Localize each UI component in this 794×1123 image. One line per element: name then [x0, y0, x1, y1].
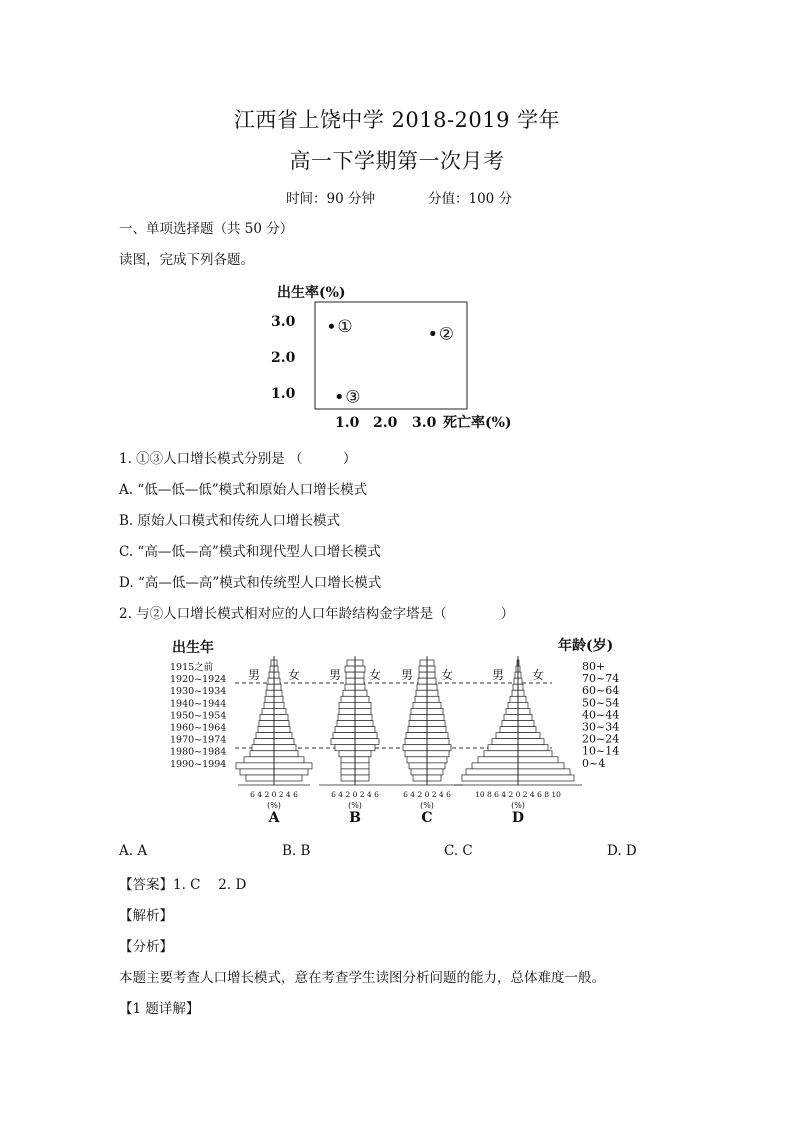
- pyramid-bar-male: [492, 739, 518, 745]
- male-label: 男: [248, 668, 261, 682]
- pyramid-bar-female: [274, 763, 312, 769]
- age-label: 50~54: [582, 696, 620, 710]
- birth-year-label: 1950~1954: [170, 710, 227, 722]
- q1-option-a[interactable]: A. “低—低—低”模式和原始人口增长模式: [119, 482, 368, 498]
- pyramid-bar-male: [419, 666, 427, 672]
- pyramid-bar-male: [331, 739, 355, 745]
- pyramid-bar-male: [270, 666, 274, 672]
- pyramid-bar-female: [427, 702, 441, 708]
- birth-year-label: 1980~1984: [170, 746, 227, 758]
- pyramid-bar-male: [407, 757, 427, 763]
- pyramid-bar-female: [518, 678, 522, 684]
- male-label: 男: [401, 668, 414, 682]
- pyramid-bar-male: [420, 660, 427, 666]
- x-tick-label: 2.0: [373, 415, 398, 431]
- pyramid-bar-male: [409, 763, 427, 769]
- fenxi-label: 【分析】: [119, 939, 173, 955]
- pyramid-bar-male: [466, 769, 518, 775]
- point-label: ①: [337, 317, 353, 338]
- pyramid-bar-male: [478, 757, 518, 763]
- pyramid-bar-female: [427, 696, 439, 702]
- pyramid-bar-male: [341, 769, 355, 775]
- age-label: 0~4: [582, 756, 606, 770]
- pyramid-bar-female: [274, 690, 282, 696]
- pyramid-bar-female: [427, 727, 446, 733]
- pyramid-axis-ticks: 6 4 2 0 2 4 6: [403, 790, 451, 799]
- pyramid-bar-female: [427, 660, 434, 666]
- pyramid-bar-female: [427, 733, 448, 739]
- pyramid-bar-female: [427, 769, 443, 775]
- pyramid-bar-male: [341, 696, 355, 702]
- pyramid-bar-female: [274, 733, 292, 739]
- pyramid-bar-male: [413, 775, 427, 781]
- pyramid-bar-male: [339, 702, 355, 708]
- birth-year-title: 出生年: [172, 640, 214, 656]
- scatter-point: [337, 394, 342, 399]
- pyramid-bar-male: [345, 684, 355, 690]
- point-label: ③: [345, 387, 361, 408]
- pyramid-bar-female: [274, 739, 294, 745]
- pyramid-bar-male: [341, 757, 355, 763]
- pyramid-panel-label: C: [421, 810, 433, 826]
- pyramid-bar-female: [355, 769, 369, 775]
- pyramid-unit: (%): [348, 801, 362, 810]
- age-label: 20~24: [582, 732, 620, 746]
- pyramid-bar-female: [355, 666, 365, 672]
- pyramid-bar-male: [337, 721, 355, 727]
- pyramid-bar-female: [274, 708, 286, 714]
- pyramid-bar-male: [508, 702, 518, 708]
- pyramid-bar-female: [427, 684, 437, 690]
- pyramid-bar-female: [518, 727, 536, 733]
- pyramid-bar-male: [500, 727, 518, 733]
- pyramid-bar-female: [274, 678, 280, 684]
- pyramid-bar-male: [333, 733, 355, 739]
- pyramid-bar-male: [419, 672, 427, 678]
- pyramid-bar-female: [427, 739, 449, 745]
- scatter-point: [329, 324, 334, 329]
- pyramid-bar-male: [472, 763, 518, 769]
- pyramid-bar-female: [355, 745, 375, 751]
- point-label: ②: [438, 324, 455, 345]
- pyramid-bar-male: [417, 684, 427, 690]
- pyramid-bar-female: [274, 727, 290, 733]
- pyramid-bar-female: [355, 733, 377, 739]
- pyramid-bar-female: [355, 757, 369, 763]
- pyramid-bar-female: [274, 769, 308, 775]
- pyramid-bar-female: [355, 702, 371, 708]
- pyramid-bar-female: [518, 684, 523, 690]
- birth-year-label: 1915之前: [170, 662, 214, 673]
- male-label: 男: [329, 668, 342, 682]
- pyramid-bar-male: [264, 702, 274, 708]
- pyramid-bar-female: [427, 678, 436, 684]
- pyramid-bar-male: [513, 684, 518, 690]
- pyramid-bar-male: [403, 745, 427, 751]
- pyramid-bar-male: [244, 757, 274, 763]
- pyramid-bar-female: [274, 696, 283, 702]
- pyramid-bar-male: [411, 769, 427, 775]
- pyramid-bar-female: [274, 751, 298, 757]
- pyramid-bar-female: [427, 757, 447, 763]
- pyramid-bar-female: [274, 672, 279, 678]
- pyramid-bar-male: [236, 763, 274, 769]
- pyramid-bar-female: [518, 708, 530, 714]
- pyramid-bar-female: [518, 702, 528, 708]
- pyramid-bar-female: [274, 745, 296, 751]
- pyramid-bar-male: [262, 708, 274, 714]
- pyramid-unit: (%): [420, 801, 434, 810]
- pyramid-axis-ticks: 6 4 2 0 2 4 6: [331, 790, 379, 799]
- pyramid-bar-male: [269, 672, 274, 678]
- pyramid-bar-female: [355, 672, 364, 678]
- pyramid-bar-female: [427, 708, 443, 714]
- pyramid-bar-male: [346, 678, 355, 684]
- pyramid-bar-male: [341, 763, 355, 769]
- birth-year-label: 1930~1934: [170, 686, 227, 698]
- pyramid-bar-male: [341, 775, 355, 781]
- pyramid-bar-female: [518, 757, 558, 763]
- q1-stem: 1. ①③人口增长模式分别是 （ ）: [119, 451, 357, 467]
- scatter-chart: [265, 278, 535, 438]
- pyramid-bar-male: [246, 775, 274, 781]
- exam-time: 时间：90 分钟: [286, 191, 375, 207]
- x-tick-label: 1.0: [335, 415, 360, 431]
- pyramid-bar-male: [416, 690, 427, 696]
- y-tick-label: 1.0: [271, 386, 296, 402]
- pyramid-bar-female: [427, 745, 451, 751]
- birth-year-label: 1970~1974: [170, 734, 227, 746]
- pyramid-bar-male: [335, 745, 355, 751]
- pyramid-bar-male: [256, 733, 274, 739]
- birth-year-label: 1990~1994: [170, 758, 227, 770]
- female-label: 女: [288, 668, 301, 682]
- pyramid-bar-female: [274, 666, 278, 672]
- pyramid-bar-female: [355, 690, 367, 696]
- section-heading: 一、单项选择题（共 50 分）: [119, 221, 294, 237]
- pyramid-bar-female: [274, 775, 302, 781]
- q2-option-b[interactable]: B. B: [282, 843, 311, 859]
- pyramid-bar-male: [506, 708, 518, 714]
- pyramid-bar-female: [274, 684, 281, 690]
- female-label: 女: [441, 668, 454, 682]
- pyramid-bar-female: [355, 721, 373, 727]
- title-line-2: 高一下学期第一次月考: [289, 149, 505, 173]
- pyramid-bar-female: [355, 696, 369, 702]
- age-label: 10~14: [582, 744, 620, 758]
- pyramid-bar-male: [512, 690, 518, 696]
- pyramid-bar-female: [427, 672, 435, 678]
- y-tick-label: 2.0: [271, 350, 296, 366]
- female-label: 女: [532, 668, 545, 682]
- pyramid-bar-female: [518, 696, 526, 702]
- pyramid-bar-female: [427, 714, 444, 720]
- pyramid-bar-male: [418, 678, 427, 684]
- pyramid-bar-male: [258, 727, 274, 733]
- scatter-point: [430, 331, 435, 336]
- age-label: 80+: [582, 660, 606, 673]
- pyramid-bar-male: [347, 660, 355, 666]
- pyramid-bar-female: [274, 702, 284, 708]
- pyramid-bar-male: [345, 666, 355, 672]
- pyramid-bar-male: [346, 672, 355, 678]
- pyramid-bar-male: [514, 678, 518, 684]
- age-label: 60~64: [582, 684, 620, 698]
- birth-year-label: 1920~1924: [170, 674, 227, 686]
- pyramid-bar-female: [355, 727, 375, 733]
- pyramid-bar-female: [355, 660, 363, 666]
- pyramid-bar-male: [406, 733, 427, 739]
- pyramid-bar-male: [502, 721, 518, 727]
- title-line-1: 江西省上饶中学 2018-2019 学年: [233, 108, 561, 132]
- pyramid-bar-female: [518, 745, 548, 751]
- pyramid-bar-male: [266, 690, 274, 696]
- pyramid-bar-female: [274, 721, 289, 727]
- answer-line: 【答案】1. C 2. D: [119, 877, 247, 893]
- chart-xlabel: 死亡率(%): [443, 415, 512, 431]
- pyramid-bar-female: [355, 714, 372, 720]
- pyramid-unit: (%): [267, 801, 281, 810]
- pyramid-bar-male: [405, 739, 427, 745]
- pyramid-bar-female: [518, 721, 534, 727]
- age-label: 40~44: [582, 708, 620, 722]
- pyramid-bar-male: [484, 751, 518, 757]
- pyramid-bar-male: [411, 708, 427, 714]
- pyramid-bar-male: [488, 745, 518, 751]
- q2-option-c[interactable]: C. C: [444, 843, 473, 859]
- female-label: 女: [369, 668, 382, 682]
- q2-option-a[interactable]: A. A: [119, 843, 148, 859]
- pyramid-bar-female: [355, 775, 369, 781]
- birth-year-label: 1960~1964: [170, 722, 227, 734]
- pyramid-unit: (%): [511, 801, 525, 810]
- pyramid-panel-label: B: [349, 810, 361, 826]
- pyramid-bar-male: [462, 775, 518, 781]
- pyramid-bar-male: [252, 745, 274, 751]
- pyramid-bar-female: [518, 775, 574, 781]
- exam-score: 分值：100 分: [428, 191, 513, 207]
- pyramid-bar-male: [405, 751, 427, 757]
- pyramid-bar-male: [335, 727, 355, 733]
- q2-stem: 2. 与②人口增长模式相对应的人口年龄结构金字塔是（ ）: [119, 606, 515, 622]
- age-label: 30~34: [582, 720, 620, 734]
- q1-option-c[interactable]: C. “高—低—高”模式和现代型人口增长模式: [119, 544, 381, 560]
- section-intro: 读图，完成下列各题。: [119, 252, 254, 268]
- male-label: 男: [492, 668, 505, 682]
- fenxi-text: 本题主要考查人口增长模式，意在考查学生读图分析问题的能力，总体难度一般。: [119, 970, 605, 986]
- pyramid-bar-male: [415, 696, 427, 702]
- pyramid-bar-male: [268, 678, 274, 684]
- pyramid-bar-female: [518, 714, 532, 720]
- y-tick-label: 3.0: [271, 314, 296, 330]
- detail-label: 【1 题详解】: [119, 1001, 200, 1017]
- pyramid-axis-ticks: 10 8 6 4 2 0 2 4 6 8 10: [475, 790, 561, 799]
- pyramid-bar-male: [267, 684, 274, 690]
- pyramid-bar-male: [339, 751, 355, 757]
- pyramid-bar-female: [355, 678, 364, 684]
- pyramid-bar-female: [427, 775, 441, 781]
- pyramid-bar-female: [274, 714, 288, 720]
- pyramid-bar-male: [510, 696, 518, 702]
- q1-option-d[interactable]: D. “高—低—高”模式和传统型人口增长模式: [119, 575, 382, 591]
- pyramid-bar-male: [504, 714, 518, 720]
- pyramid-bar-female: [427, 751, 449, 757]
- pyramid-bar-female: [518, 751, 552, 757]
- pyramid-bar-male: [408, 727, 427, 733]
- pyramid-bar-female: [518, 769, 570, 775]
- pyramid-bar-male: [409, 721, 427, 727]
- pyramid-bar-female: [427, 763, 445, 769]
- pyramid-bar-female: [355, 684, 365, 690]
- pyramid-bar-male: [254, 739, 274, 745]
- population-pyramid-figure: [160, 632, 620, 832]
- pyramid-bar-female: [274, 757, 304, 763]
- pyramid-bar-female: [518, 672, 521, 678]
- pyramid-bar-female: [518, 733, 540, 739]
- birth-year-label: 1940~1944: [170, 698, 227, 710]
- pyramid-axis-ticks: 6 4 2 0 2 4 6: [250, 790, 298, 799]
- pyramid-bar-male: [259, 721, 274, 727]
- pyramid-bar-male: [271, 660, 274, 666]
- pyramid-bar-female: [427, 690, 438, 696]
- q1-option-b[interactable]: B. 原始人口模式和传统人口增长模式: [119, 513, 341, 529]
- pyramid-panel-label: D: [511, 810, 525, 826]
- pyramid-bar-female: [274, 660, 277, 666]
- pyramid-bar-female: [355, 739, 379, 745]
- pyramid-bar-female: [355, 708, 371, 714]
- q2-option-d[interactable]: D. D: [607, 843, 637, 859]
- pyramid-bar-male: [339, 708, 355, 714]
- pyramid-bar-male: [413, 702, 427, 708]
- age-title: 年龄(岁): [558, 638, 614, 654]
- pyramid-bar-female: [518, 739, 544, 745]
- pyramid-bar-female: [427, 666, 435, 672]
- x-tick-label: 3.0: [412, 415, 437, 431]
- pyramid-panel-label: A: [268, 810, 280, 826]
- pyramid-bar-male: [343, 690, 355, 696]
- chart-ylabel: 出生率(%): [277, 285, 346, 301]
- pyramid-bar-male: [240, 769, 274, 775]
- age-label: 70~74: [582, 672, 620, 686]
- pyramid-bar-male: [260, 714, 274, 720]
- pyramid-bar-female: [518, 763, 564, 769]
- pyramid-bar-male: [338, 714, 355, 720]
- pyramid-bar-male: [265, 696, 274, 702]
- pyramid-bar-male: [410, 714, 427, 720]
- pyramid-bar-male: [496, 733, 518, 739]
- analysis-label: 【解析】: [119, 908, 173, 924]
- pyramid-bar-female: [355, 751, 371, 757]
- pyramid-bar-female: [427, 721, 445, 727]
- pyramid-bar-female: [355, 763, 369, 769]
- pyramid-bar-male: [250, 751, 274, 757]
- pyramid-bar-female: [518, 690, 524, 696]
